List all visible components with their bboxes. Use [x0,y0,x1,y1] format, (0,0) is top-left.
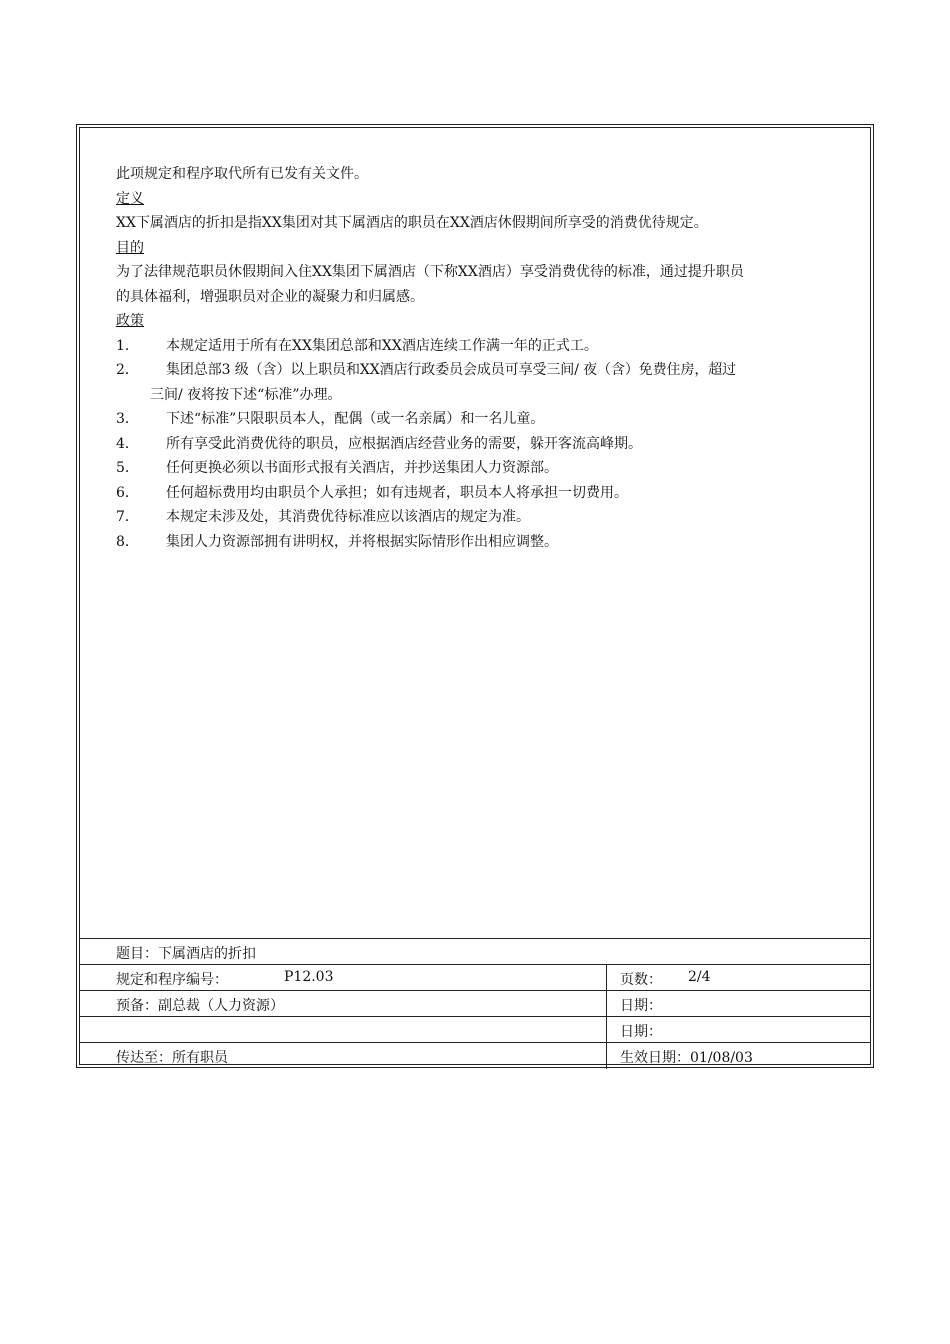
footer-row-date [80,1017,870,1043]
policy-item [116,358,868,407]
policy-text: 下述“标准”只限职员本人，配偶（或一名亲属）和一名儿童。 [166,411,545,427]
footer-row-prepared [80,991,870,1017]
policy-number: 3． [116,411,139,427]
policy-text: 任何更换必须以书面形式报有关酒店，并抄送集团人力资源部。 [166,460,558,476]
policy-item [116,530,868,555]
policy-number: 1． [116,337,139,354]
policy-item [116,456,868,481]
policy-number: 6． [116,484,139,501]
policy-list [116,334,868,555]
date-label: 日期： [620,998,662,1014]
pages-value: 2/4 [688,969,711,985]
policy-item [116,505,868,530]
policy-item [116,407,868,432]
policy-text: 集团总部3 级（含）以上职员和XX酒店行政委员会成员可享受三间/ 夜（含）免费住房，超过 [166,362,737,378]
pages-label: 页数： [620,972,662,988]
policy-number: 2． [116,362,139,378]
policy-heading: 政策 [116,313,144,329]
subject-text: 题目：下属酒店的折扣 [116,946,256,962]
document-frame-inner [79,127,871,1065]
policy-item [116,432,868,457]
policy-text: 本规定未涉及处，其消费优待标准应以该酒店的规定为准。 [166,509,530,525]
prepared-text: 预备：副总裁（人力资源） [116,998,284,1014]
effective-date: 生效日期：01/08/03 [620,1050,753,1066]
code-label: 规定和程序编号： [116,972,228,988]
purpose-heading: 目的 [116,239,144,256]
policy-text-continued: 三间/ 夜将按下述“标准”办理。 [150,386,342,403]
footer-row-code [80,965,870,991]
intro-text: 此项规定和程序取代所有已发有关文件。 [116,166,368,182]
policy-text: 所有享受此消费优待的职员，应根据酒店经营业务的需要，躲开客流高峰期。 [166,435,642,452]
document-footer-table [80,938,870,1064]
code-value: P12.03 [284,969,334,985]
policy-text: 集团人力资源部拥有讲明权，并将根据实际情形作出相应调整。 [166,533,558,550]
date-label: 日期： [620,1024,662,1040]
policy-number: 5． [116,460,139,476]
distribute-text: 传达至：所有职员 [116,1050,228,1066]
definition-heading: 定义 [116,190,144,207]
policy-item [116,481,868,506]
footer-row-distribute [80,1043,870,1069]
definition-text: XX下属酒店的折扣是指XX集团对其下属酒店的职员在XX酒店休假期间所享受的消费优待规定。 [116,215,708,231]
column-divider [606,1043,607,1069]
document-content [116,162,868,554]
policy-item [116,334,868,359]
policy-text: 任何超标费用均由职员个人承担；如有违规者，职员本人将承担一切费用。 [166,484,628,501]
policy-text: 本规定适用于所有在XX集团总部和XX酒店连续工作满一年的正式工。 [166,337,598,354]
document-frame [76,124,874,1068]
policy-number: 8． [116,533,139,550]
document-body [80,128,870,938]
purpose-text-line-1: 为了法律规范职员休假期间入住XX集团下属酒店（下称XX酒店）享受消费优待的标准，通过提升职员 [116,264,744,280]
footer-row-subject [80,939,870,965]
column-divider [606,1017,607,1042]
policy-number: 7． [116,509,139,525]
purpose-text-line-2: 的具体福利，增强职员对企业的凝聚力和归属感。 [116,288,424,305]
column-divider [606,991,607,1016]
column-divider [606,965,607,990]
policy-number: 4． [116,435,139,452]
